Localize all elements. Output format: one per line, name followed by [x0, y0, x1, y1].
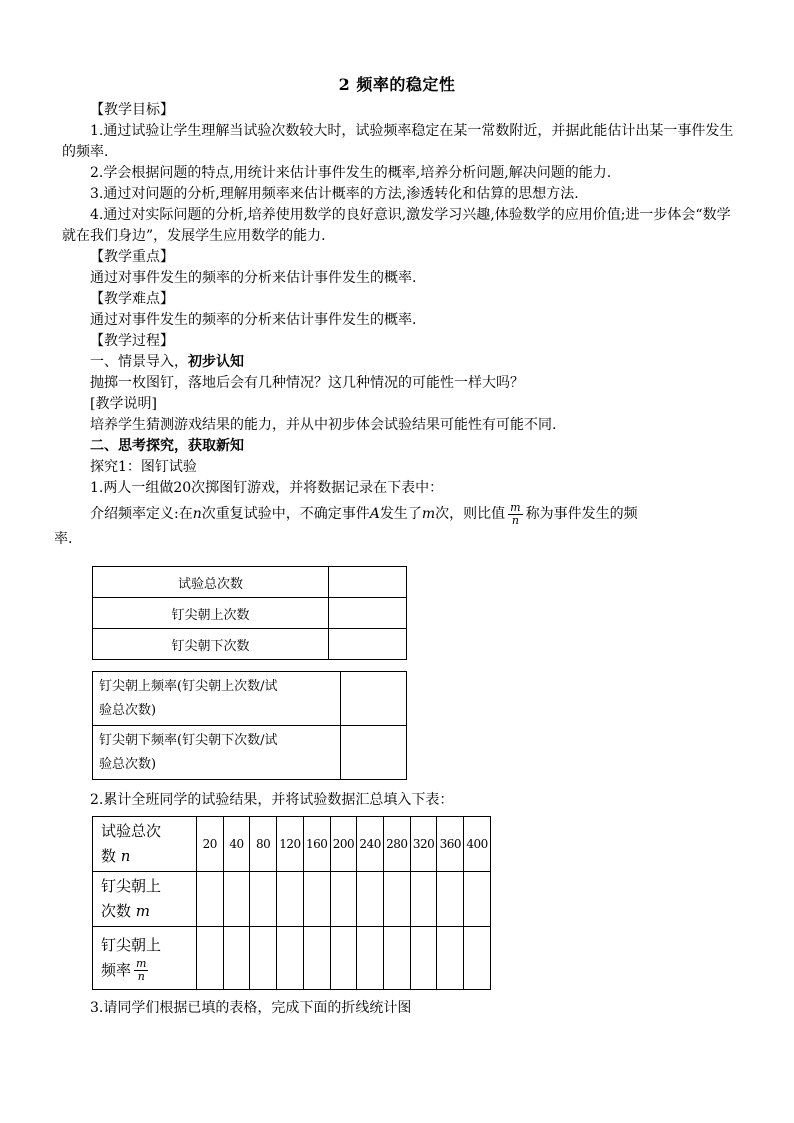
- def-var-n: n: [192, 506, 202, 522]
- step3-text: 3.请同学们根据已填的表格，完成下面的折线统计图: [90, 1000, 412, 1016]
- table-cell-trials: 120: [277, 817, 304, 872]
- table-cell-label: [93, 817, 197, 872]
- page-title: 2 频率的稳定性: [338, 75, 456, 94]
- label-line-2: 验总次数): [99, 702, 157, 718]
- def-part-b: 次重复试验中，不确定事件: [201, 506, 370, 522]
- table-cell-label: [93, 872, 197, 927]
- table-cell-trials: 400: [464, 817, 491, 872]
- objective-3: 3.通过对问题的分析,理解用频率来估计概率的方法,渗透转化和估算的思想方法.: [90, 186, 579, 202]
- table-cell-label: 试验总次数: [93, 567, 329, 598]
- def-part-d: 次，则比值: [435, 506, 506, 522]
- def-part-e: 称为事件发生的频: [525, 506, 638, 522]
- process-heading: 【教学过程】: [90, 333, 174, 349]
- document-body: [54, 100, 734, 550]
- table-cell-empty: [464, 872, 491, 927]
- label-line-2: [101, 844, 196, 869]
- objective-4: 4.通过对实际问题的分析,培养使用数学的良好意识,激发学习兴趣,体验数学的应用价值;进一步体会“数学就在我们身边”，发展学生应用数学的能力.: [62, 207, 731, 244]
- table-cell-empty: [329, 567, 407, 598]
- table-cell-empty: [384, 927, 411, 990]
- def-var-m: m: [421, 506, 436, 522]
- section2-heading: 二、思考探究，获取新知: [90, 438, 244, 454]
- table-row: [93, 598, 407, 629]
- fraction-denominator: n: [137, 970, 145, 984]
- label-line-1: 钉尖朝上: [101, 877, 162, 895]
- table-cell-empty: [437, 927, 464, 990]
- var-m: m: [135, 902, 151, 920]
- fraction-numerator: m: [136, 957, 147, 971]
- label-text: 数: [101, 847, 117, 865]
- table-cell-empty: [303, 927, 330, 990]
- explore1-heading: 探究1：图钉试验: [90, 459, 197, 475]
- step1-text: 1.两人一组做20次掷图钉游戏，并将数据记录在下表中：: [90, 480, 444, 496]
- step2-text: 2.累计全班同学的试验结果，并将试验数据汇总填入下表：: [90, 792, 454, 808]
- label-text: 频率: [101, 960, 132, 979]
- table-cell-empty: [384, 872, 411, 927]
- frequency-definition: [62, 499, 734, 529]
- table-cell-empty: [329, 629, 407, 660]
- table-cell-empty: [464, 927, 491, 990]
- table-cell-label: [93, 927, 197, 990]
- table-cell-empty: [330, 872, 357, 927]
- fraction-denominator: n: [511, 513, 519, 527]
- label-text: 次数: [101, 902, 132, 920]
- fraction-m-over-n: [508, 502, 522, 527]
- table-cell-trials: 20: [196, 817, 223, 872]
- table-cell-empty: [357, 872, 384, 927]
- table-cell-trials: 200: [330, 817, 357, 872]
- table-cell-empty: [223, 927, 250, 990]
- label-line-1: 钉尖朝下频率(钉尖朝下次数/试: [99, 732, 278, 748]
- table-cell-label: 钉尖朝上次数: [93, 598, 329, 629]
- frequency-definition-end: 率.: [54, 531, 73, 547]
- key-point-heading: 【教学重点】: [90, 249, 174, 265]
- label-line-1: 钉尖朝上: [101, 935, 162, 954]
- table-row: [93, 629, 407, 660]
- table-cell-empty: [329, 598, 407, 629]
- table-row: [93, 927, 491, 990]
- table-cell-trials: 40: [223, 817, 250, 872]
- difficulty-text: 通过对事件发生的频率的分析来估计事件发生的概率.: [90, 312, 417, 328]
- table-cell-trials: 320: [410, 817, 437, 872]
- teaching-note-label: [教学说明]: [90, 396, 157, 412]
- label-line-1: 钉尖朝上频率(钉尖朝上次数/试: [99, 678, 278, 694]
- table-cell-trials: 360: [437, 817, 464, 872]
- table-cell-trials: 160: [303, 817, 330, 872]
- objective-2: 2.学会根据问题的特点,用统计来估计事件发生的概率,培养分析问题,解决问题的能力.: [90, 165, 612, 181]
- table-row: [93, 567, 407, 598]
- table-cell-empty: [250, 927, 277, 990]
- table-cell-empty: [341, 726, 407, 780]
- var-n: n: [120, 847, 131, 865]
- table-cell-empty: [410, 872, 437, 927]
- table-cell-empty: [277, 872, 304, 927]
- table-cell-label: [93, 726, 341, 780]
- table-cell-empty: [277, 927, 304, 990]
- table-cell-empty: [303, 872, 330, 927]
- table-cell-empty: [341, 672, 407, 726]
- section1-question: 抛掷一枚图钉，落地后会有几种情况？这几种情况的可能性一样大吗？: [90, 375, 524, 391]
- label-line-2: [101, 958, 196, 984]
- table-cell-empty: [330, 927, 357, 990]
- table-cell-empty: [223, 872, 250, 927]
- label-line-1: 试验总次: [101, 822, 162, 840]
- counts-table: [92, 566, 407, 660]
- fraction-numerator: m: [510, 500, 521, 514]
- teaching-note-text: 培养学生猜测游戏结果的能力，并从中初步体会试验结果可能性有可能不同.: [90, 417, 557, 433]
- label-line-2: [101, 899, 196, 924]
- table-cell-label: [93, 672, 341, 726]
- frequency-table: [92, 671, 407, 780]
- table-cell-empty: [250, 872, 277, 927]
- table-row: [93, 872, 491, 927]
- section1-bold: 初步认知: [188, 354, 244, 370]
- key-point-text: 通过对事件发生的频率的分析来估计事件发生的概率.: [90, 270, 417, 286]
- table-cell-empty: [437, 872, 464, 927]
- table-cell-empty: [196, 872, 223, 927]
- difficulty-heading: 【教学难点】: [90, 291, 174, 307]
- table-cell-trials: 80: [250, 817, 277, 872]
- def-var-a: A: [369, 506, 380, 522]
- objective-1: 1.通过试验让学生理解当试验次数较大时，试验频率稳定在某一常数附近，并据此能估计出某一事件发生的频率.: [62, 123, 734, 160]
- def-part-c: 发生了: [379, 506, 422, 522]
- table-cell-empty: [410, 927, 437, 990]
- section1-prefix: 一、情景导入，: [90, 354, 188, 370]
- table-row: [93, 726, 407, 780]
- label-line-2: 验总次数): [99, 756, 157, 772]
- table-cell-trials: 240: [357, 817, 384, 872]
- def-part-a: 介绍频率定义:在: [90, 506, 193, 522]
- table-cell-label: 钉尖朝下次数: [93, 629, 329, 660]
- objectives-heading: 【教学目标】: [90, 102, 174, 118]
- table-cell-trials: 280: [384, 817, 411, 872]
- section1-heading: [62, 352, 734, 373]
- table-cell-empty: [196, 927, 223, 990]
- class-results-table: [92, 816, 491, 990]
- table-row: [93, 672, 407, 726]
- table-cell-empty: [357, 927, 384, 990]
- fraction-m-over-n: [134, 958, 148, 983]
- table-row: [93, 817, 491, 872]
